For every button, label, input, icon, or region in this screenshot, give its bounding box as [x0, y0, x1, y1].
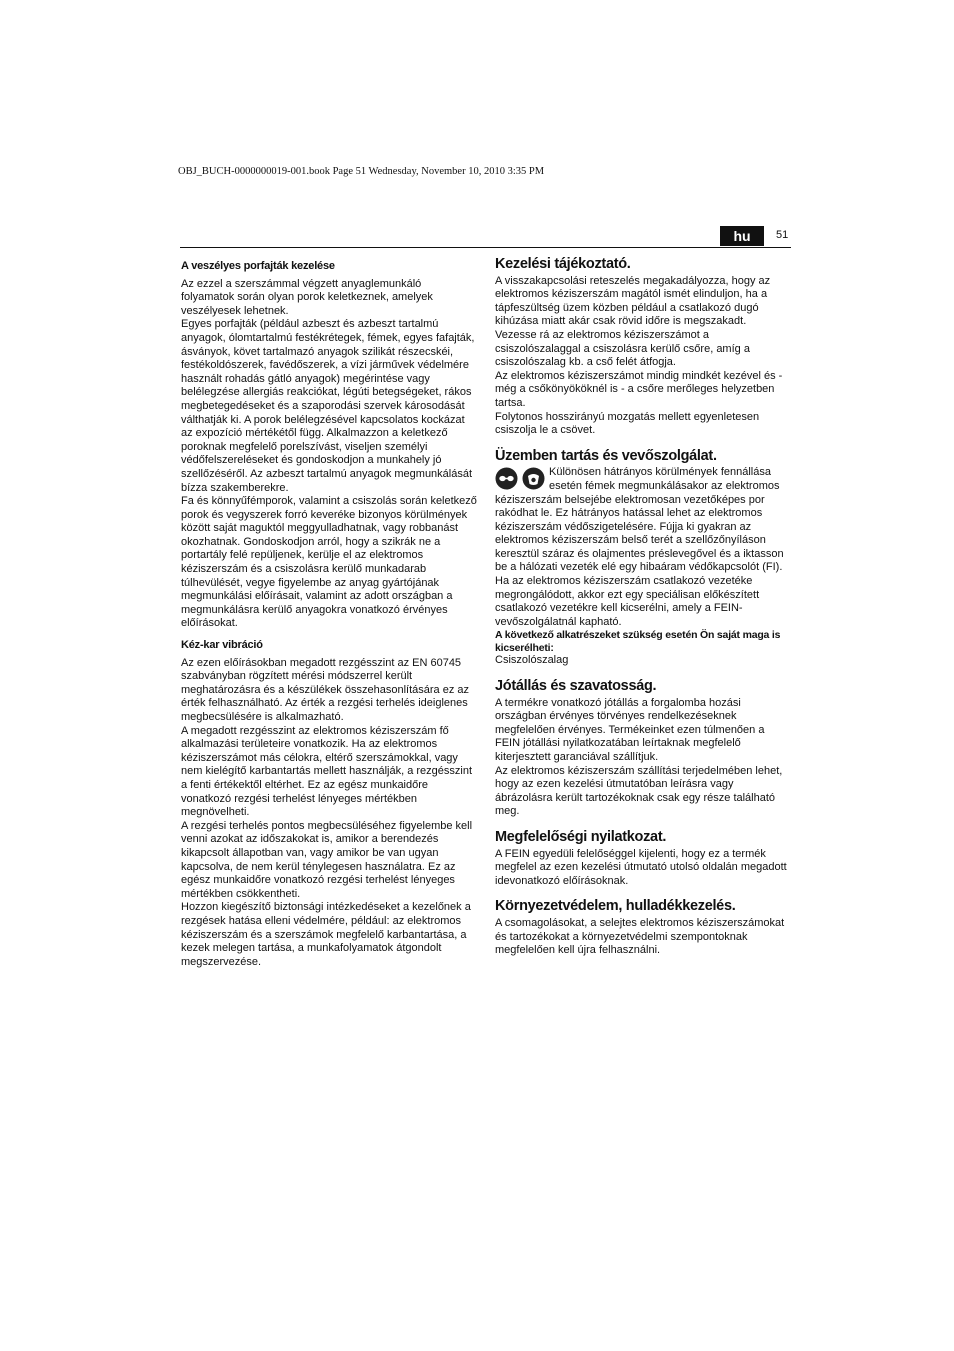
replaceable-part-item: Csiszolószalag — [495, 654, 569, 667]
paragraph-environment: A csomagolásokat, a selejtes elektromos kéziszerszámokat és tartozékokat a környezetvédelmi szempontoknak megfelelően kell újra felhasználni. — [495, 916, 785, 957]
eye-protection-icon — [495, 467, 518, 491]
heading-conformity: Megfelelőségi nyilatkozat. — [495, 828, 667, 845]
heading-operating-instructions: Kezelési tájékoztató. — [495, 256, 631, 272]
paragraph-dust-1: Az ezzel a szerszámmal végzett anyaglemunkáló folyamatok során olyan porok keletkeznek, amelyek veszélyesek lehetnek. — [181, 277, 433, 317]
respirator-icon — [522, 467, 545, 491]
paragraph-vibration-3: A rezgési terhelés pontos megbecsüléséhez figyelembe kell venni azokat az időszakokat is, amikor a berendezés kikapcsolt állapotban van, vagy amikor be van ugyan kapcsolva, de nem kerül ténylegesen használatra. Ez az egész munkaidőre vonatkozó rezgési terhelést lényeges mértékben csökkentheti. — [181, 819, 473, 900]
paragraph-warranty-2: Az elektromos kéziszerszám szállítási terjedelmében lehet, hogy az ezen kezelési útmutatóban leírásra vagy ábrázolásra került tartozékoknak csak egy része található meg. — [495, 764, 783, 818]
header-rule — [180, 247, 791, 248]
paragraph-vibration-1: Az ezen előírásokban megadott rezgésszint az EN 60745 szabványban rögzített mérési módszerrel került meghatározásra és a készülékek összehasonlítására ez az érték felhasználható. Az érték a rezgési terhelés ideiglenes megbecsülésére is alkalmazható. — [181, 656, 469, 723]
paragraph-operating-4: Folytonos hosszirányú mozgatás mellett egyenletesen csiszolja le a csövet. — [495, 410, 760, 437]
heading-environment: Környezetvédelem, hulladékkezelés. — [495, 898, 736, 915]
heading-maintenance: Üzemben tartás és vevőszolgálat. — [495, 447, 717, 464]
right-column — [495, 258, 791, 958]
paragraph-dust-2: Egyes porfajták (például azbeszt és azbeszt tartalmú anyagok, ólomtartalmú festékrétegek, fémek, egyes fafajták, ásványok, követ tartalmazó anyagok szilikát részecskéi, festékoldószerek, favédőszerek, a vízi járművek védelmére használt rohadás gátló anyagok) megérintése vagy belélegzése allergiás reakciókat, légúti betegségeket, rákos megbetegedéseket és a szaporodási szervek károsodását válthatják ki. A porok belélegzésével kapcsolatos kockázat az expozíció mértékétől függ. Alkalmazzon a keletkező poroknak megfelelő porelszívást, viseljen személyi védőfelszereléseket és gondoskodjon a munkahely jó szellőzéséről. Az azbeszt tartalmú anyagok megmunkálását bízza szakemberekre. — [181, 318, 475, 494]
note-replaceable-parts: A következő alkatrészeket szükség esetén Ön saját maga is kicserélheti: — [495, 629, 781, 654]
paragraph-maintenance-1: Különösen hátrányos körülmények fennállása esetén fémek megmunkálásakor az elektromos kéziszerszám belsejébe elektromosan vezetőképes por rakódhat le. Ez hátrányos hatással lehet az elektromos kéziszerszám védőszigetelésére. Fújja ki gyakran az elektromos kéziszerszám belső terét a szellőzőnyíláson keresztül száraz és olajmentes préslevegővel és a iktasson be a hálózati vezeték elé egy hibaáram védőkapcsolót (FI). — [495, 466, 784, 574]
heading-dust: A veszélyes porfajták kezelése — [181, 260, 335, 272]
language-tag: hu — [720, 226, 764, 246]
paragraph-dust-3: Fa és könnyűfémporok, valamint a csiszolás során keletkező porok és vegyszerek forró keveréke bizonyos körülmények között saját maguktól meggyulladhatnak, vagy robbanást okozhatnak. Gondoskodjon arról, hogy a szikrák ne a portartály felé repüljenek, kerülje el az elektromos kéziszerszám és a csiszolásra kerülő munkadarab túlhevülését, vegye figyelembe az anyag gyártójának megmunkálási előírásait, valamint az adott országban a megmunkálásra kerülő anyagokra vonatkozó érvényes előírásokat. — [181, 495, 477, 630]
paragraph-warranty-1: A termékre vonatkozó jótállás a forgalomba hozási országban érvényes törvényes rendelkezéseknek megfelelően érvényes. Termékeinket ezen túlmenően a FEIN jótállási nyilatkozatában leírtaknak megfelelő kiterjesztett garanciával szállítjuk. — [495, 696, 765, 763]
page-number: 51 — [776, 229, 789, 241]
heading-vibration: Kéz-kar vibráció — [181, 639, 263, 652]
paragraph-maintenance-2: Ha az elektromos kéziszerszám csatlakozó vezetéke megrongálódott, akkor ezt egy speciálisan előkészített csatlakozó vezetékre kell kicserélni, amely a FEIN-vevőszolgálatnál kapható. — [495, 575, 760, 628]
paragraph-operating-3: Az elektromos kéziszerszámot mindig mindkét kezével és - még a csőkönyököknél is - a csőre merőleges helyzetben tartsa. — [495, 369, 783, 409]
paragraph-operating-1: A visszakapcsolási reteszelés megakadályozza, hogy az elektromos kéziszerszám magától ismét elinduljon, ha a tápfeszültség üzem közben például a csatlakozó dugó kihúzása miatt akár csak rövid időre is megszakadt. — [495, 274, 771, 328]
left-column — [181, 258, 477, 969]
maintenance-warning-block — [495, 466, 791, 575]
paragraph-vibration-2: A megadott rezgésszint az elektromos kéziszerszám fő alkalmazási területeire vonatkozik. Ha az elektromos kéziszerszámot más célokra, eltérő szerszámokkal, vagy nem kielégítő karbantartás mellett használják, a rezgésszint a fenti értékektől eltérhet. Ez az egész munkaidőre vonatkozó rezgési terhelést lényeges mértékben megnövelheti. — [181, 724, 473, 819]
paragraph-operating-2: Vezesse rá az elektromos kéziszerszámot a csiszolószalaggal a csiszolásra kerülő csőre, amíg a csiszolószalag kb. a cső felét átfogja. — [495, 328, 750, 369]
heading-warranty: Jótállás és szavatosság. — [495, 678, 657, 695]
paragraph-vibration-4: Hozzon kiegészítő biztonsági intézkedéseket a kezelőnek a rezgések hatása elleni védelmére, például: az elektromos kéziszerszám és a szerszámok megfelelő karbantartása, a kezek melegen tartása, a munkafolyamatok átgondolt megszervezése. — [181, 901, 471, 968]
safety-icons — [495, 467, 545, 491]
print-info-line: OBJ_BUCH-0000000019-001.book Page 51 Wednesday, November 10, 2010 3:35 PM — [178, 166, 545, 177]
paragraph-conformity: A FEIN egyedüli felelőséggel kijelenti, hogy ez a termék megfelel az ezen kezelési útmutató utolsó oldalán megadott idevonatkozó előírásoknak. — [495, 847, 787, 887]
